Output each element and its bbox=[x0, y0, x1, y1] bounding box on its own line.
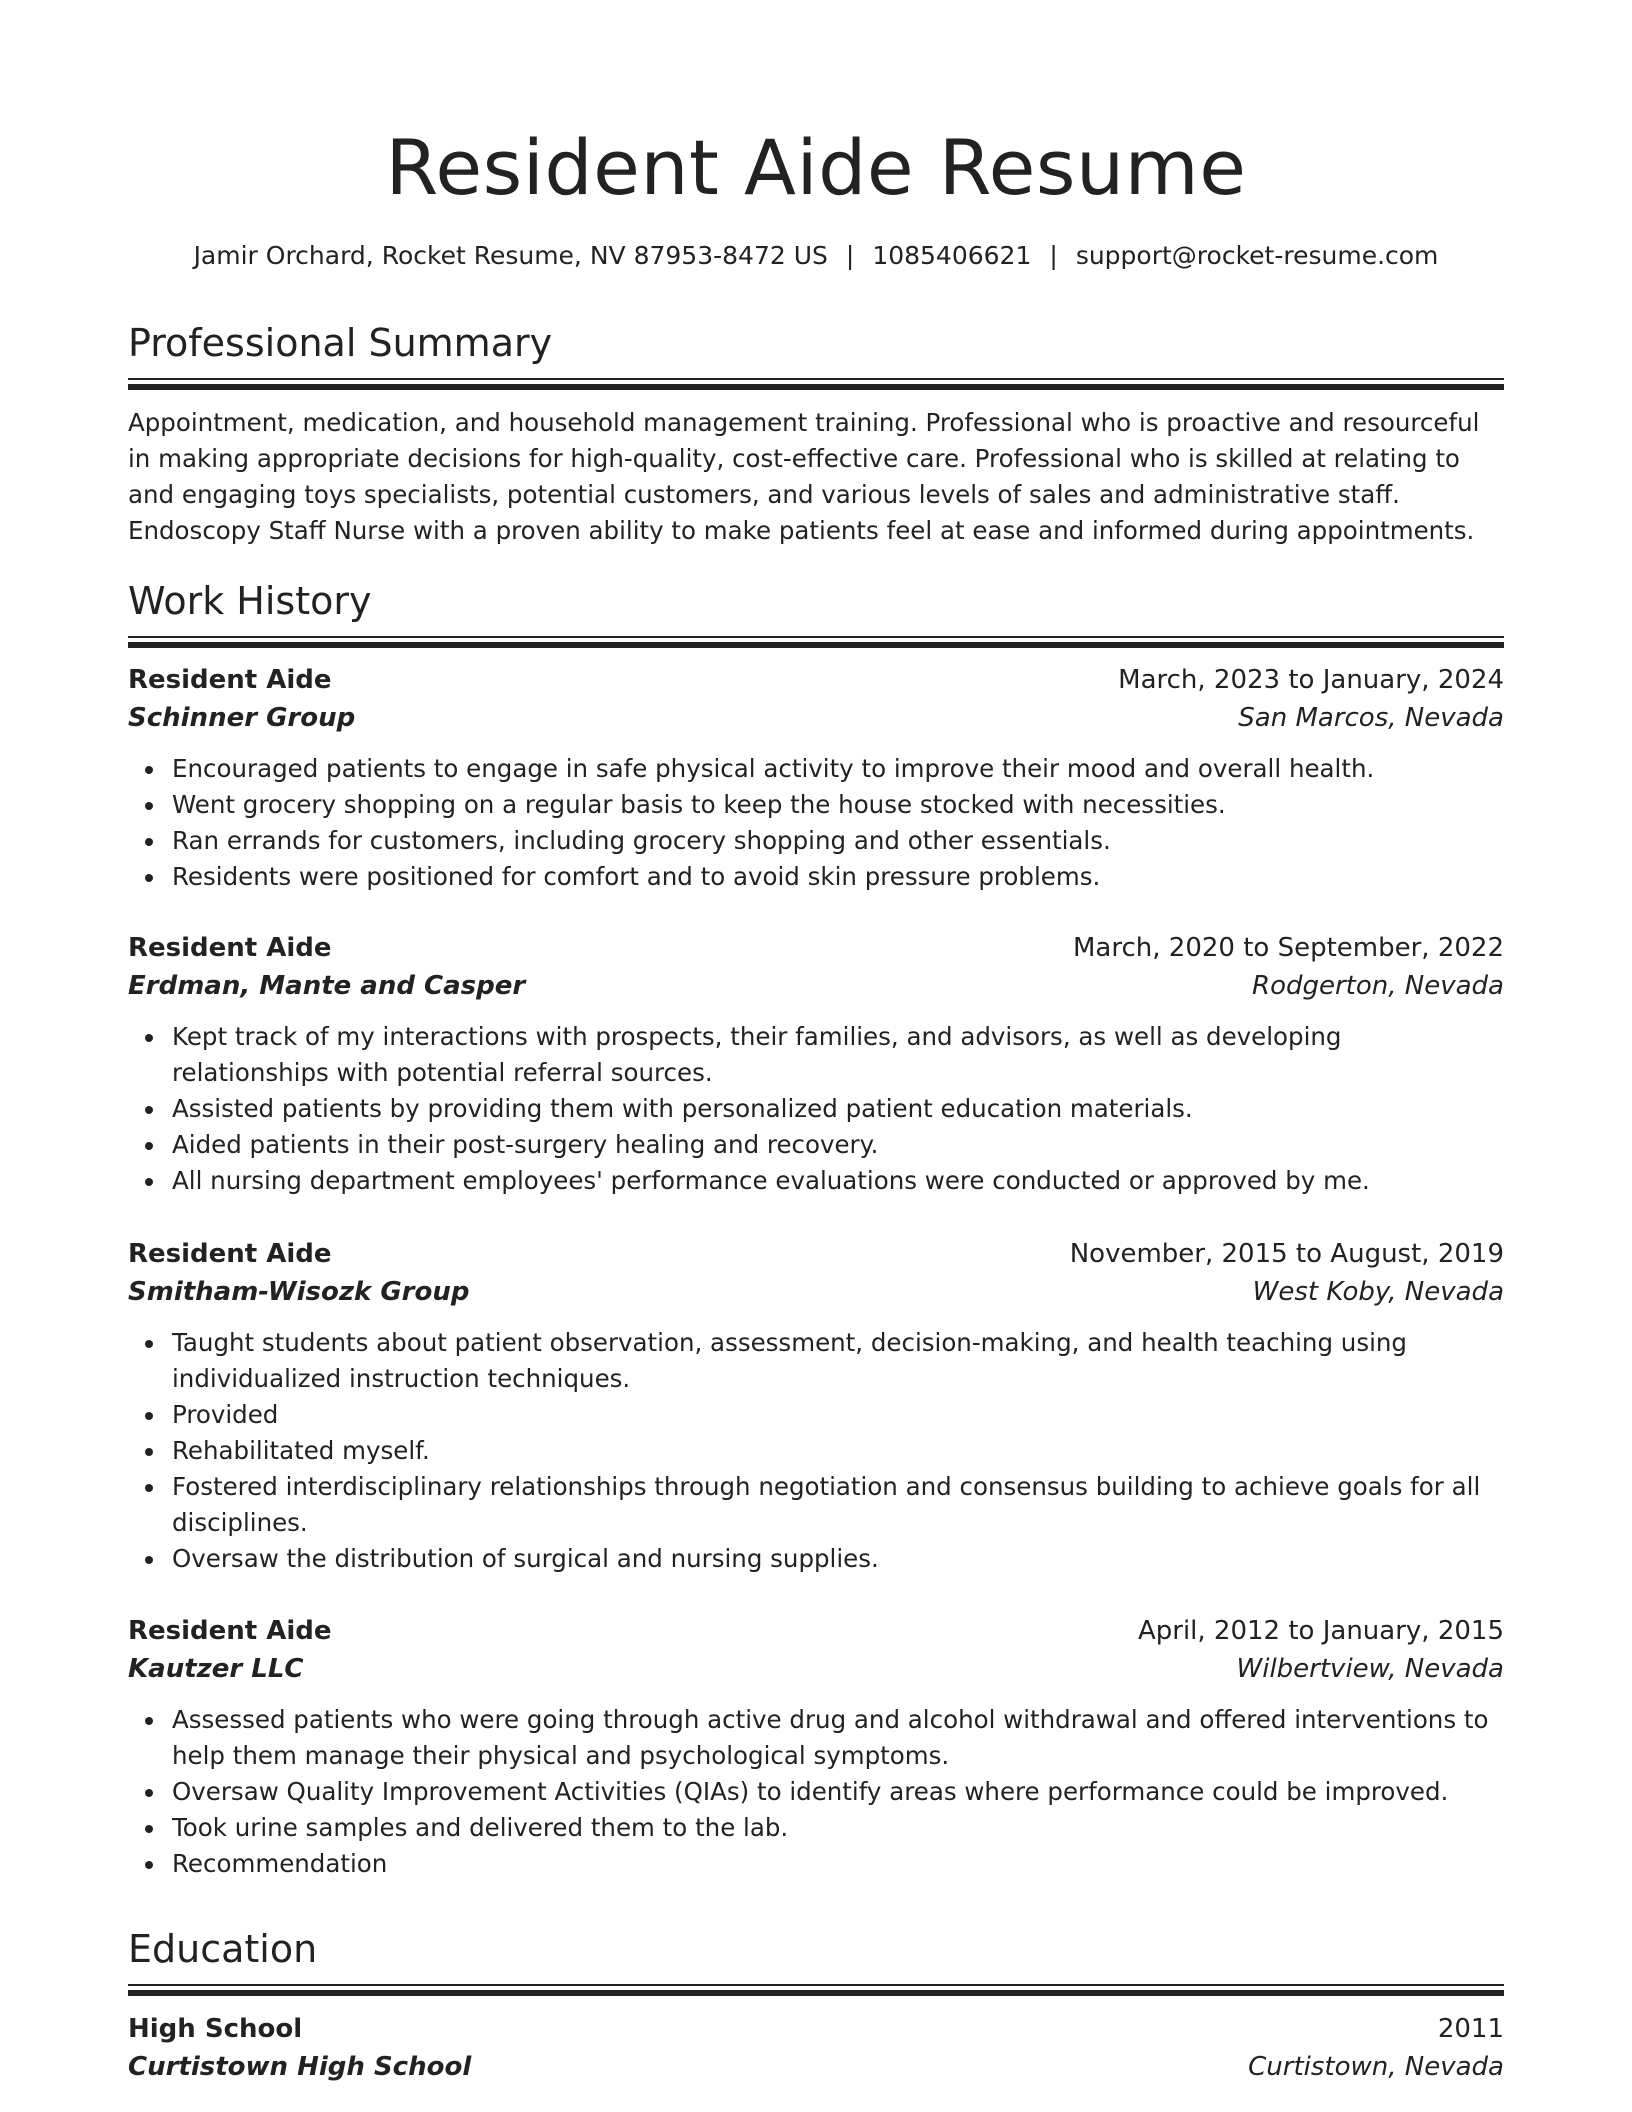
job-employer-row bbox=[128, 699, 1504, 737]
section-divider bbox=[128, 378, 1504, 388]
section-heading-summary: Professional Summary bbox=[128, 321, 553, 365]
resume-title: Resident Aide Resume bbox=[385, 123, 1247, 212]
job-header-row bbox=[128, 1612, 1504, 1650]
list-item: Assisted patients by providing them with personalized patient education materials. bbox=[172, 1091, 1504, 1127]
job-bullets bbox=[128, 1325, 1504, 1577]
job-bullets bbox=[128, 1019, 1504, 1199]
education-location: Curtistown, Nevada bbox=[1248, 2052, 1504, 2082]
education-school-row bbox=[128, 2048, 1504, 2086]
list-item: Taught students about patient observation, assessment, decision-making, and health teaching using individualized instruction techniques. bbox=[172, 1325, 1504, 1397]
contact-email: support@rocket-resume.com bbox=[1075, 241, 1439, 270]
job-location: Wilbertview, Nevada bbox=[1236, 1654, 1504, 1684]
job-dates: March, 2020 to September, 2022 bbox=[1073, 933, 1504, 963]
job-title: Resident Aide bbox=[128, 1616, 332, 1646]
job-employer-row bbox=[128, 967, 1504, 1005]
job-title: Resident Aide bbox=[128, 933, 332, 963]
list-item: Went grocery shopping on a regular basis to keep the house stocked with necessities. bbox=[172, 787, 1504, 823]
job-location: West Koby, Nevada bbox=[1252, 1277, 1504, 1307]
job-bullets bbox=[128, 751, 1504, 895]
contact-address: Jamir Orchard, Rocket Resume, NV 87953-8472 US bbox=[193, 241, 828, 270]
section-divider bbox=[128, 1984, 1504, 1994]
contact-line bbox=[128, 238, 1504, 274]
contact-phone: 1085406621 bbox=[872, 241, 1032, 270]
education-school: Curtistown High School bbox=[128, 2052, 472, 2082]
list-item: Encouraged patients to engage in safe physical activity to improve their mood and overall health. bbox=[172, 751, 1504, 787]
job-employer-row bbox=[128, 1273, 1504, 1311]
summary-text: Appointment, medication, and household management training. Professional who is proactive and resourceful in making appropriate decisions for high-quality, cost-effective care. Professional who is skilled at relating to and engaging toys specialists, potential customers, and various levels of sales and administrative staff. Endoscopy Staff Nurse with a proven ability to make patients feel at ease and informed during appointments. bbox=[128, 408, 1480, 545]
job-entry bbox=[128, 661, 1504, 895]
list-item: Oversaw Quality Improvement Activities (QIAs) to identify areas where performance could be improved. bbox=[172, 1774, 1504, 1810]
section-divider bbox=[128, 636, 1504, 646]
job-entry bbox=[128, 1612, 1504, 1882]
job-employer: Kautzer LLC bbox=[128, 1654, 304, 1684]
job-dates: March, 2023 to January, 2024 bbox=[1118, 665, 1504, 695]
education-entry bbox=[128, 2010, 1504, 2086]
list-item: Took urine samples and delivered them to the lab. bbox=[172, 1810, 1504, 1846]
list-item: Rehabilitated myself. bbox=[172, 1433, 1504, 1469]
list-item: Oversaw the distribution of surgical and nursing supplies. bbox=[172, 1541, 1504, 1577]
education-header-row bbox=[128, 2010, 1504, 2048]
list-item: Provided bbox=[172, 1397, 1504, 1433]
job-location: Rodgerton, Nevada bbox=[1252, 971, 1504, 1001]
job-header-row bbox=[128, 1235, 1504, 1273]
job-bullets bbox=[128, 1702, 1504, 1882]
job-dates: April, 2012 to January, 2015 bbox=[1137, 1616, 1504, 1646]
job-title: Resident Aide bbox=[128, 665, 332, 695]
list-item: Residents were positioned for comfort and to avoid skin pressure problems. bbox=[172, 859, 1504, 895]
job-employer: Smitham-Wisozk Group bbox=[128, 1277, 470, 1307]
section-heading-education: Education bbox=[128, 1927, 318, 1971]
education-year: 2011 bbox=[1437, 2014, 1504, 2044]
job-header-row bbox=[128, 929, 1504, 967]
list-item: Assessed patients who were going through active drug and alcohol withdrawal and offered interventions to help them manage their physical and psychological symptoms. bbox=[172, 1702, 1504, 1774]
contact-separator: | bbox=[845, 241, 855, 270]
list-item: Ran errands for customers, including grocery shopping and other essentials. bbox=[172, 823, 1504, 859]
section-heading-work-history: Work History bbox=[128, 579, 372, 623]
job-location: San Marcos, Nevada bbox=[1238, 703, 1504, 733]
job-entry bbox=[128, 929, 1504, 1199]
job-employer: Erdman, Mante and Casper bbox=[128, 971, 526, 1001]
list-item: Kept track of my interactions with prospects, their families, and advisors, as well as developing relationships with potential referral sources. bbox=[172, 1019, 1504, 1091]
job-employer-row bbox=[128, 1650, 1504, 1688]
job-header-row bbox=[128, 661, 1504, 699]
education-degree: High School bbox=[128, 2014, 303, 2044]
job-employer: Schinner Group bbox=[128, 703, 356, 733]
job-entry bbox=[128, 1235, 1504, 1577]
contact-separator: | bbox=[1049, 241, 1058, 270]
list-item: Aided patients in their post-surgery healing and recovery. bbox=[172, 1127, 1504, 1163]
list-item: All nursing department employees' performance evaluations were conducted or approved by me. bbox=[172, 1163, 1504, 1199]
job-dates: November, 2015 to August, 2019 bbox=[1069, 1239, 1504, 1269]
list-item: Fostered interdisciplinary relationships through negotiation and consensus building to achieve goals for all disciplines. bbox=[172, 1469, 1504, 1541]
job-title: Resident Aide bbox=[128, 1239, 332, 1269]
list-item: Recommendation bbox=[172, 1846, 1504, 1882]
